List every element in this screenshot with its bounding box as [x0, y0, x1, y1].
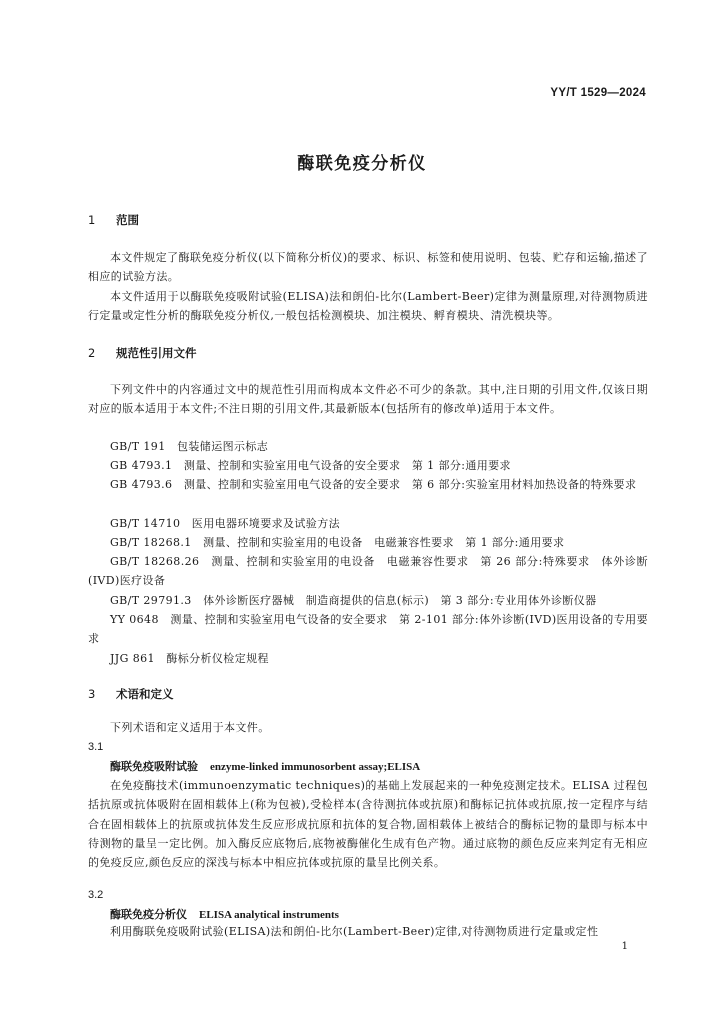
term-heading	[110, 906, 339, 922]
normative-intro: 下列文件中的内容通过文中的规范性引用而构成本文件必不可少的条款。其中,注日期的引用文件,仅该日期对应的版本适用于本文件;不注日期的引用文件,其最新版本(包括所有的修改单)适用于本文件。	[88, 383, 648, 416]
reference-item: YY 0648 测量、控制和实验室用电气设备的安全要求 第 2-101 部分:体外诊断(IVD)医用设备的专用要求	[88, 613, 648, 646]
reference-item: GB/T 18268.1 测量、控制和实验室用的电设备 电磁兼容性要求 第 1 部分:通用要求	[110, 536, 565, 549]
clause-number: 3.2	[88, 889, 104, 901]
terms-intro: 下列术语和定义适用于本文件。	[110, 721, 270, 734]
section-title: 范围	[116, 213, 139, 227]
term-en: enzyme-linked immunosorbent assay;ELISA	[210, 761, 421, 773]
term-zh: 酶联免疫分析仪	[110, 908, 187, 921]
section-number: 3	[88, 687, 96, 701]
clause-number: 3.1	[88, 741, 104, 753]
term-zh: 酶联免疫吸附试验	[110, 760, 198, 773]
reference-item: GB/T 18268.26 测量、控制和实验室用的电设备 电磁兼容性要求 第 26 部分:特殊要求 体外诊断(IVD)医疗设备	[88, 555, 648, 588]
scope-paragraph-2: 本文件适用于以酶联免疫吸附试验(ELISA)法和朗伯-比尔(Lambert-Beer)定律为测量原理,对待测物质进行定量或定性分析的酶联免疫分析仪,一般包括检测模块、加注模块、孵育模块、清洗模块等。	[88, 290, 648, 323]
standard-code: YY/T 1529—2024	[550, 87, 646, 99]
section-title: 规范性引用文件	[116, 346, 197, 360]
term-definition: 利用酶联免疫吸附试验(ELISA)法和朗伯-比尔(Lambert-Beer)定律,对待测物质进行定量或定性	[110, 925, 599, 938]
section-number: 1	[88, 213, 96, 227]
reference-item: GB 4793.6 测量、控制和实验室用电气设备的安全要求 第 6 部分:实验室用材料加热设备的特殊要求	[110, 478, 637, 491]
reference-item: JJG 861 酶标分析仪检定规程	[110, 652, 269, 665]
section-3-heading	[88, 686, 174, 702]
page-number: 1	[621, 941, 628, 952]
section-1-heading	[88, 212, 139, 228]
section-title: 术语和定义	[116, 687, 174, 701]
reference-item: GB 4793.1 测量、控制和实验室用电气设备的安全要求 第 1 部分:通用要求	[110, 459, 511, 472]
reference-item: GB/T 191 包装储运图示标志	[110, 440, 269, 453]
reference-item: GB/T 29791.3 体外诊断医疗器械 制造商提供的信息(标示) 第 3 部分:专业用体外诊断仪器	[110, 594, 597, 607]
term-definition: 在免疫酶技术(immunoenzymatic techniques)的基础上发展起来的一种免疫测定技术。ELISA 过程包括抗原或抗体吸附在固相载体上(称为包被),受检样本(含待测抗体或抗原)和酶标记抗体或抗原,按一定程序与结合在固相载体上的抗原或抗体发生反应形成抗原和抗体的复合物,固相载体上被结合的酶标记物的量即与标本中待测物的量呈一定比例。加入酶反应底物后,底物被酶催化生成有色产物。通过底物的颜色反应来判定有无相应的免疫反应,颜色反应的深浅与标本中相应抗体或抗原的量呈比例关系。	[88, 779, 648, 870]
term-en: ELISA analytical instruments	[199, 909, 339, 921]
scope-paragraph-1: 本文件规定了酶联免疫分析仪(以下简称分析仪)的要求、标识、标签和使用说明、包装、贮存和运输,描述了相应的试验方法。	[88, 251, 648, 284]
page-title: 酶联免疫分析仪	[297, 154, 427, 174]
reference-item: GB/T 14710 医用电器环境要求及试验方法	[110, 517, 341, 530]
section-number: 2	[88, 346, 96, 360]
section-2-heading	[88, 345, 197, 361]
term-heading	[110, 758, 420, 774]
